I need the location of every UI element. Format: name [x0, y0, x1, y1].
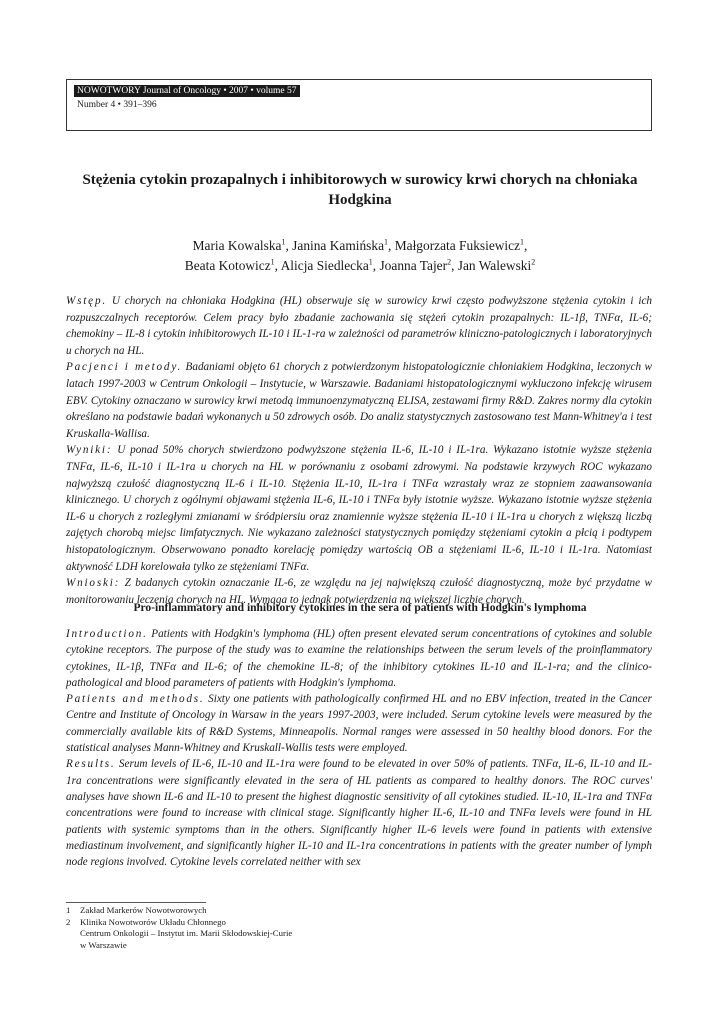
- abstract-section: [66, 691, 652, 756]
- author-separator: ,: [274, 258, 281, 273]
- author-name: Maria Kowalska: [192, 238, 282, 253]
- footnotes: [66, 905, 466, 951]
- section-text: Z badanych cytokin oznaczanie IL-6, ze względu na jej największą czułość diagnostyczną, może być przydatne w monitorowaniu leczenia chorych na HL. Wymaga to jednak potwierdzenia na większej liczbie chorych.: [66, 577, 652, 606]
- article-title-english: Pro-inflammatory and inhibitory cytokines in the sera of patients with Hodgkin's lymphoma: [133, 602, 587, 614]
- section-text: Patients with Hodgkin's lymphoma (HL) often present elevated serum concentrations of cytokines and soluble cytokine receptors. The purpose of the study was to examine the relationships between the serum levels of the proinflammatory cytokines, IL-1β, TNFα and IL-6; of the chemokine IL-8; of the inhibitory cytokines IL-10 and IL-1-ra; and the clinico-pathological and blood parameters of patients with Hodgkin's lymphoma.: [66, 628, 652, 689]
- affiliation-marker: 1: [270, 257, 275, 267]
- author-name: Janina Kamińska: [292, 238, 385, 253]
- section-text: Badaniami objęto 61 chorych z potwierdzonym histopatologicznie chłoniakiem Hodgkina, leczonych w latach 1997-2003 w Centrum Onkologii – Instytucie, w Warszawie. Badaniami histopatologicznymi wykluczono infekcję wirusem EBV. Cytokiny oznaczano w surowicy krwi metodą immunoenzymatyczną ELISA, zestawami firmy R&D. Zakres normy dla cytokin określano na podstawie badań wykonanych u 50 zdrowych osób. Do analiz statystycznych zastosowano test Mann-Whitney'a i test Kruskalla-Wallisa.: [66, 361, 652, 440]
- footnote-number: 2: [66, 916, 71, 927]
- affiliation-marker: 1: [520, 237, 525, 247]
- author-separator: ,: [388, 238, 395, 253]
- footnote: [66, 905, 466, 917]
- section-label: Pacjenci i metody.: [66, 361, 183, 374]
- footnote-line: Klinika Nowotworów Układu Chłonnego: [80, 916, 226, 927]
- section-label: Wstęp.: [66, 295, 107, 307]
- affiliation-marker: 1: [368, 257, 373, 267]
- abstract-section: [66, 442, 652, 575]
- author-name: Alicja Siedlecka: [280, 258, 369, 273]
- abstract-section: [66, 756, 652, 870]
- author-separator: ,: [372, 258, 380, 273]
- author-name: Beata Kotowicz: [184, 258, 271, 273]
- section-text: Serum levels of IL-6, IL-10 and IL-1ra were found to be elevated in over 50% of patients. TNFα, IL-6, IL-10 and IL-1ra concentrations were significantly elevated in the sera of HL patients as compared to healthy donors. The ROC curves' analyses have shown IL-6 and IL-10 to present the highest diagnostic sensitivity of all cytokines studied. IL-10, IL-1ra and TNFα concentrations were found to increase with clinical stage. Significantly higher IL-6, IL-10 and TNFα levels were found in HL patients with systemic symptoms than in the others. Significantly higher IL-6 levels were found in patients with extensive mediastinum involvement, and significantly higher IL-10 and IL-1ra concentrations in patients with the greater number of lymph node regions involved. Cytokine levels correlated neither with sex: [66, 758, 652, 869]
- abstract-polish: [66, 293, 652, 608]
- footnote-line: Zakład Markerów Nowotworowych: [80, 905, 207, 915]
- section-text: U ponad 50% chorych stwierdzono podwyższone stężenia IL-6, IL-10 i IL-1ra. Wykazano istotnie wyższe stężenia TNFα, IL-6, IL-10 i IL-1ra u chorych na HL w porównaniu z osobami zdrowymi. Na podstawie krzywych ROC wykazano najwyższą czułość diagnostyczną IL-6 i IL-10. Stężenia IL-10, IL-1ra i TNFα wzrastały wraz ze stopniem zaawansowania klinicznego. U chorych z ogólnymi objawami stężenia IL-6, IL-10 i TNFα były istotnie wyższe. Wykazano istotnie wyższe stężenia IL-6 u chorych z rozległymi zmianami w śródpiersiu oraz znamiennie wyższe stężenia IL-10 i IL-1ra u chorych z większą liczbą zajętych chorobą miejsc limfatycznych. Nie wykazano zależności statystycznych pomiędzy stężeniami cytokin a płcią i podtypem histopatologicznym. Obserwowano ponadto korelację pomiędzy wartością OB a stężeniami IL-6, IL-10 i IL-1ra. Natomiast aktywność LDH korelowała tylko ze stężeniami TNFα.: [66, 444, 652, 573]
- abstract-english: [66, 626, 652, 870]
- footnote-line: w Warszawie: [80, 939, 127, 950]
- section-label: Patients and methods.: [66, 693, 205, 706]
- footnote-divider: [66, 902, 206, 903]
- footnote-text: [80, 905, 207, 917]
- author-list: [60, 236, 660, 276]
- section-text: U chorych na chłoniaka Hodgkina (HL) obserwuje się w surowicy krwi często podwyższone stężenia cytokin i ich rozpuszczalnych receptorów. Celem pracy było zbadanie zachowania się stężeń cytokin prozapalnych: IL-1β, TNFα, IL-6; chemokiny – IL-8 i cytokin inhibitorowych IL-10 i IL-1-ra w zależności od parametrów kliniczno-patologicznych i laboratoryjnych u chorych na HL.: [66, 295, 652, 357]
- affiliation-marker: 1: [384, 237, 389, 247]
- author-separator: ,: [451, 258, 458, 273]
- section-label: Introduction.: [66, 628, 148, 640]
- affiliation-marker: 2: [531, 257, 536, 267]
- footnote: [66, 917, 466, 952]
- abstract-section: [66, 293, 652, 359]
- journal-issue-pages: Number 4 • 391–396: [77, 100, 157, 110]
- affiliation-marker: 1: [281, 237, 286, 247]
- author-separator: ,: [285, 238, 293, 253]
- section-text: Sixty one patients with pathologically confirmed HL and no EBV infection, treated in the Cancer Centre and Institute of Oncology in Warsaw in the years 1997-2003, were included. Serum cytokine levels were measured by the commercially available kits of R&D Systems, Minneapolis. Normal ranges were assessed in 50 healthy blood donors. For the statistical analyses Mann-Whitney and Kruskall-Wallis tests were employed.: [66, 693, 652, 755]
- author-name: Jan Walewski: [457, 258, 532, 273]
- footnote-number: 1: [66, 905, 71, 915]
- author-name: Małgorzata Fuksiewicz: [394, 238, 521, 253]
- section-label: Results.: [66, 758, 116, 771]
- author-name: Joanna Tajer: [379, 258, 448, 273]
- footnote-line: Centrum Onkologii – Instytut im. Marii Skłodowskiej-Curie: [80, 928, 293, 939]
- abstract-section: [66, 626, 652, 691]
- author-separator: ,: [524, 238, 528, 253]
- footnote-text: [80, 917, 292, 952]
- section-label: Wnioski:: [66, 577, 121, 590]
- journal-header-box: [66, 79, 652, 131]
- section-label: Wyniki:: [66, 444, 113, 457]
- abstract-section: [66, 359, 652, 442]
- affiliation-marker: 2: [447, 257, 452, 267]
- article-title-polish: Stężenia cytokin prozapalnych i inhibitorowych w surowicy krwi chorych na chłoniaka Hodgkina: [82, 172, 638, 208]
- author-line-2: [60, 256, 660, 276]
- author-line-1: [60, 236, 660, 256]
- journal-banner: NOWOTWORY Journal of Oncology • 2007 • volume 57: [74, 85, 300, 97]
